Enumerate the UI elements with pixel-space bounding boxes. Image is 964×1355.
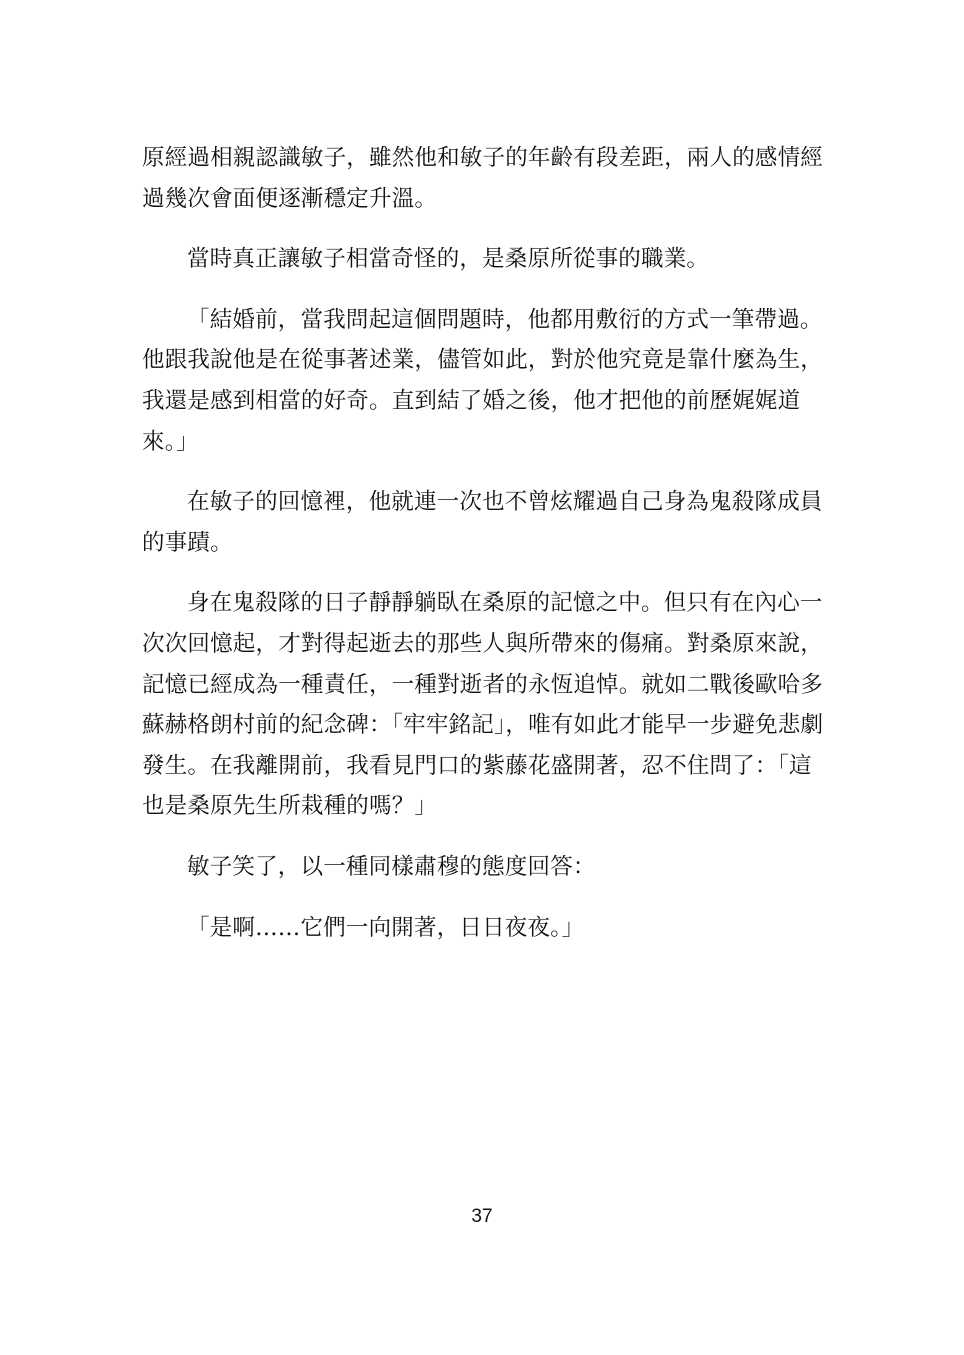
paragraph-quote-marriage: 「結婚前，當我問起這個問題時，他都用敷衍的方式一筆帶過。他跟我說他是在從事著述業，儘管如此，對於他究竟是靠什麼為生，我還是感到相當的好奇。直到結了婚之後，他才把他的前歷娓娓道來。」 xyxy=(142,306,824,455)
paragraph-remembrance: 身在鬼殺隊的日子靜靜躺臥在桑原的記憶之中。但只有在內心一次次回憶起，才對得起逝去的那些人與所帶來的傷痛。對桑原來說，記憶已經成為一種責任，一種對逝者的永恆追悼。就如二戰後歐哈多蘇赫格朗村前的紀念碑：「牢牢銘記」，唯有如此才能早一步避免悲劇發生。在我離開前，我看見門口的紫藤花盛開著，忍不住問了：「這也是桑原先生所栽種的嗎？」 xyxy=(142,590,824,820)
paragraph-toshiko-smiles: 敏子笑了，以一種同樣肅穆的態度回答： xyxy=(187,853,596,880)
paragraph-final-quote: 「是啊……它們一向開著，日日夜夜。」 xyxy=(187,914,585,941)
paragraph-memory-deeds: 在敏子的回憶裡，他就連一次也不曾炫耀過自己身為鬼殺隊成員的事蹟。 xyxy=(142,489,823,556)
paragraph-continuation: 原經過相親認識敏子，雖然他和敏子的年齡有段差距，兩人的感情經過幾次會面便逐漸穩定升溫。 xyxy=(142,145,824,212)
page-number: 37 xyxy=(471,1206,493,1227)
paragraph-profession: 當時真正讓敏子相當奇怪的，是桑原所從事的職業。 xyxy=(187,246,710,273)
body-text xyxy=(142,138,832,968)
